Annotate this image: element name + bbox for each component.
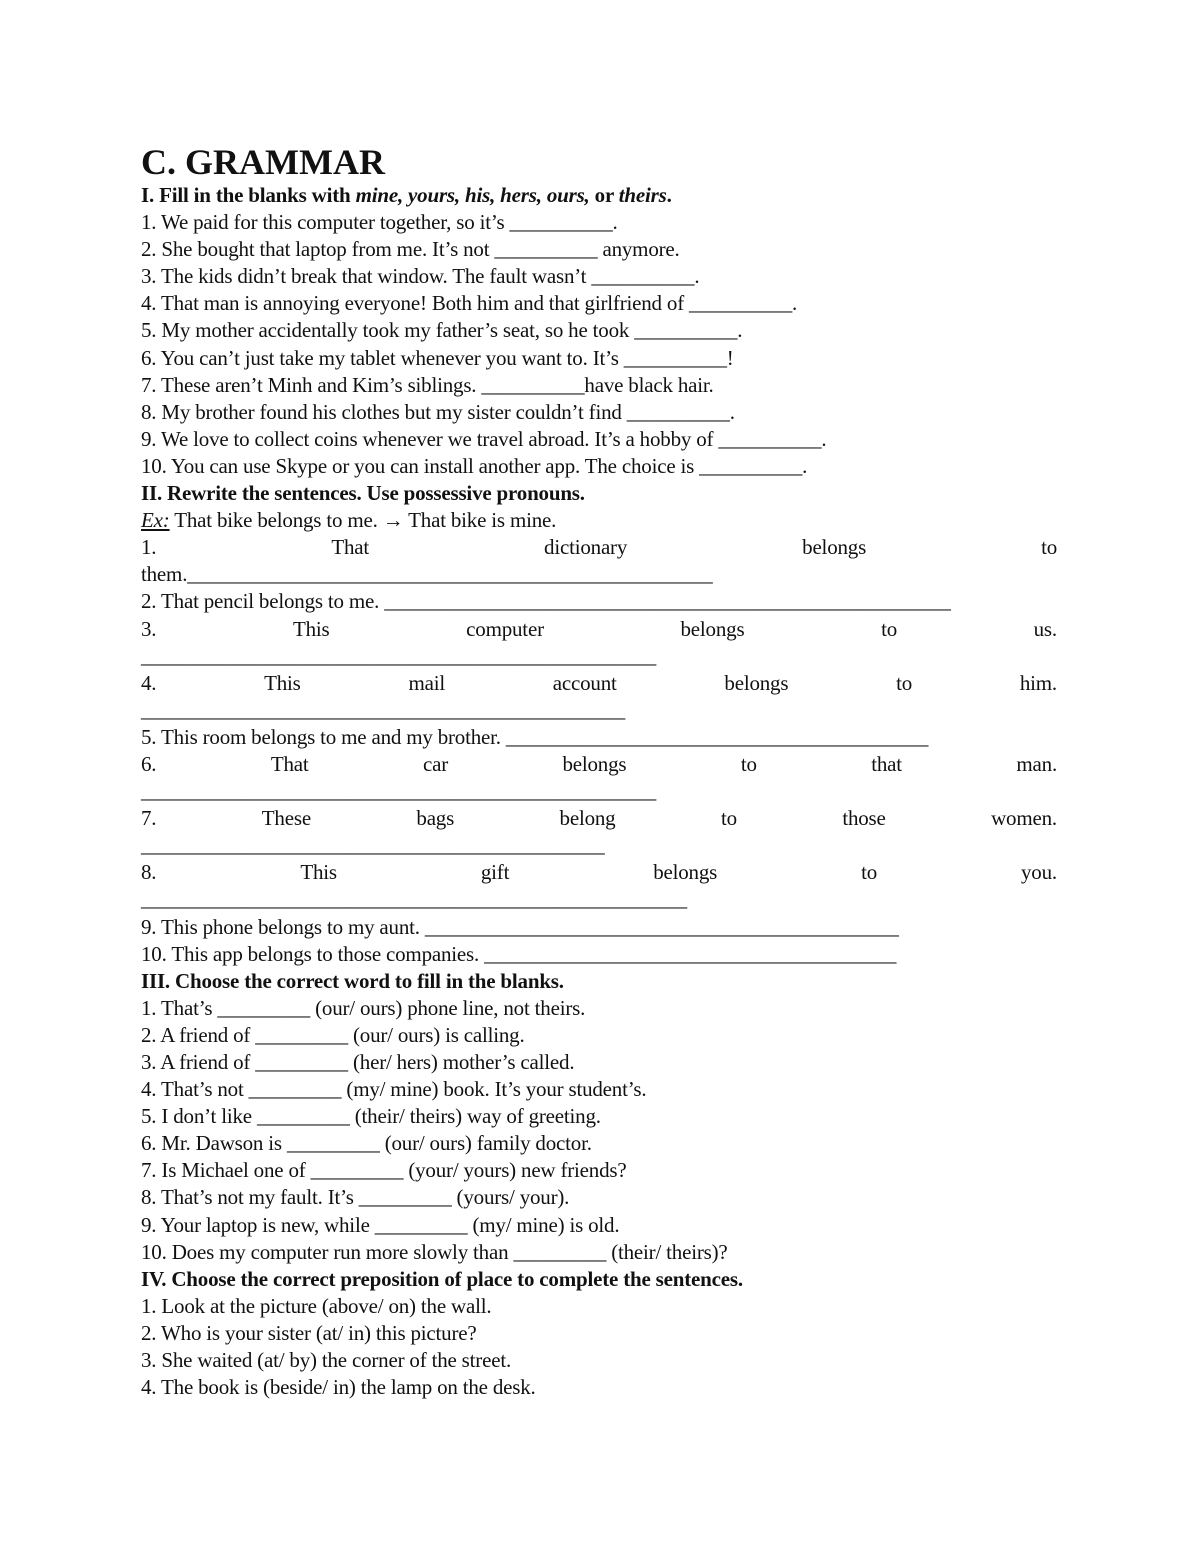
word: belongs [802,535,867,560]
word: bags [416,806,455,831]
word: mail [408,670,445,695]
word: to [740,751,757,776]
s2-example [141,507,1057,534]
word: account [552,670,617,695]
word: to [881,616,897,641]
s3-item: 8. That’s not my fault. It’s _________ (yours/ your). [141,1185,570,1210]
word: to [896,670,913,695]
s4-item: 3. She waited (at/ by) the corner of the street. [141,1348,512,1373]
s2-q6 [141,751,1057,778]
s1-item: 10. You can use Skype or you can install another app. The choice is __________. [141,453,808,478]
word: This [292,616,330,641]
s1-item: 6. You can’t just take my tablet whenever you want to. It’s __________! [141,345,734,370]
s1-item: 7. These aren’t Minh and Kim’s siblings. __________have black hair. [141,372,714,397]
word: to [720,806,737,831]
heading-text: or [589,183,619,207]
s3-item: 9. Your laptop is new, while _________ (my/ mine) is old. [141,1212,620,1237]
s2-q10: 10. This app belongs to those companies. ________________________________________ [141,941,897,966]
word: 8. [141,860,157,885]
section-4-heading: IV. Choose the correct preposition of place to complete the sentences. [141,1266,743,1291]
word: This [264,670,301,695]
word: belong [559,806,616,831]
s3-item: 7. Is Michael one of _________ (your/ yours) new friends? [141,1158,627,1183]
s2-q9: 9. This phone belongs to my aunt. ______________________________________________ [141,914,899,939]
word: That [331,535,370,560]
s3-item: 4. That’s not _________ (my/ mine) book. It’s your student’s. [141,1077,647,1102]
word: to [1041,535,1057,560]
s2-q3 [141,616,1057,643]
s1-item: 8. My brother found his clothes but my sister couldn’t find __________. [141,399,735,424]
example-label: Ex: [141,508,170,533]
s3-item: 2. A friend of _________ (our/ ours) is calling. [141,1022,525,1047]
s2-q8-answer-line: _____________________________________________________ [141,887,687,912]
s2-q2: 2. That pencil belongs to me. _______________________________________________________ [141,589,951,614]
word: 6. [141,751,157,776]
word: belongs [653,860,718,885]
word: These [261,806,311,831]
s2-q1 [141,534,1057,561]
word: those [842,806,886,831]
word: man. [1016,751,1057,776]
s4-item: 2. Who is your sister (at/ in) this picture? [141,1320,477,1345]
word: that [871,751,902,776]
heading-pronoun: theirs [618,183,667,207]
s2-q6-answer-line: __________________________________________________ [141,779,657,804]
s3-item: 10. Does my computer run more slowly than _________ (their/ theirs)? [141,1239,728,1264]
word: 4. [141,670,157,695]
word: car [422,751,448,776]
word: This [300,860,337,885]
word: computer [466,616,544,641]
s4-item: 4. The book is (beside/ in) the lamp on the desk. [141,1375,536,1400]
s2-q3-answer-line: __________________________________________________ [141,643,657,668]
word: 1. [141,535,157,560]
word: belongs [724,670,789,695]
s2-q1-answer-line: them.___________________________________________________ [141,562,713,587]
s1-item: 5. My mother accidentally took my father’s seat, so he took __________. [141,318,743,343]
section-1-heading [141,182,1057,209]
heading-text: . [666,183,672,207]
s3-item: 3. A friend of _________ (her/ hers) mother’s called. [141,1050,575,1074]
heading-pronouns: mine, yours, his, hers, ours, [355,183,590,207]
word: him. [1019,670,1057,695]
worksheet [141,140,1057,1401]
word: belongs [680,616,745,641]
word: you. [1021,860,1057,885]
s1-item: 9. We love to collect coins whenever we travel abroad. It’s a hobby of __________. [141,426,827,451]
section-3-heading: III. Choose the correct word to fill in the blanks. [141,968,564,993]
s2-q5: 5. This room belongs to me and my brother. _________________________________________ [141,724,929,749]
word: belongs [562,751,627,776]
s3-item: 6. Mr. Dawson is _________ (our/ ours) family doctor. [141,1131,592,1156]
s1-item: 2. She bought that laptop from me. It’s not __________ anymore. [141,237,680,262]
s2-q7-answer-line: _____________________________________________ [141,833,605,858]
page-title: C. GRAMMAR [141,142,385,182]
s2-q4-answer-line: _______________________________________________ [141,697,626,722]
section-2-heading: II. Rewrite the sentences. Use possessive pronouns. [141,481,585,506]
s2-q7 [141,805,1057,832]
example-text: That bike belongs to me. → That bike is mine. [169,508,557,533]
s1-item: 1. We paid for this computer together, so it’s __________. [141,210,618,235]
s1-item: 4. That man is annoying everyone! Both him and that girlfriend of __________. [141,291,798,316]
word: That [270,751,309,776]
word: women. [991,806,1057,831]
word: us. [1033,616,1057,641]
word: 7. [141,806,157,831]
s2-q4 [141,670,1057,697]
word: dictionary [544,535,628,560]
s3-item: 5. I don’t like _________ (their/ theirs) way of greeting. [141,1104,601,1129]
s4-item: 1. Look at the picture (above/ on) the wall. [141,1293,492,1318]
s2-q8 [141,859,1057,886]
word: 3. [141,616,157,641]
word: to [861,860,878,885]
word: gift [480,860,510,885]
heading-text: I. Fill in the blanks with [141,183,356,207]
s3-item: 1. That’s _________ (our/ ours) phone line, not theirs. [141,995,586,1020]
s1-item: 3. The kids didn’t break that window. The fault wasn’t __________. [141,264,700,289]
